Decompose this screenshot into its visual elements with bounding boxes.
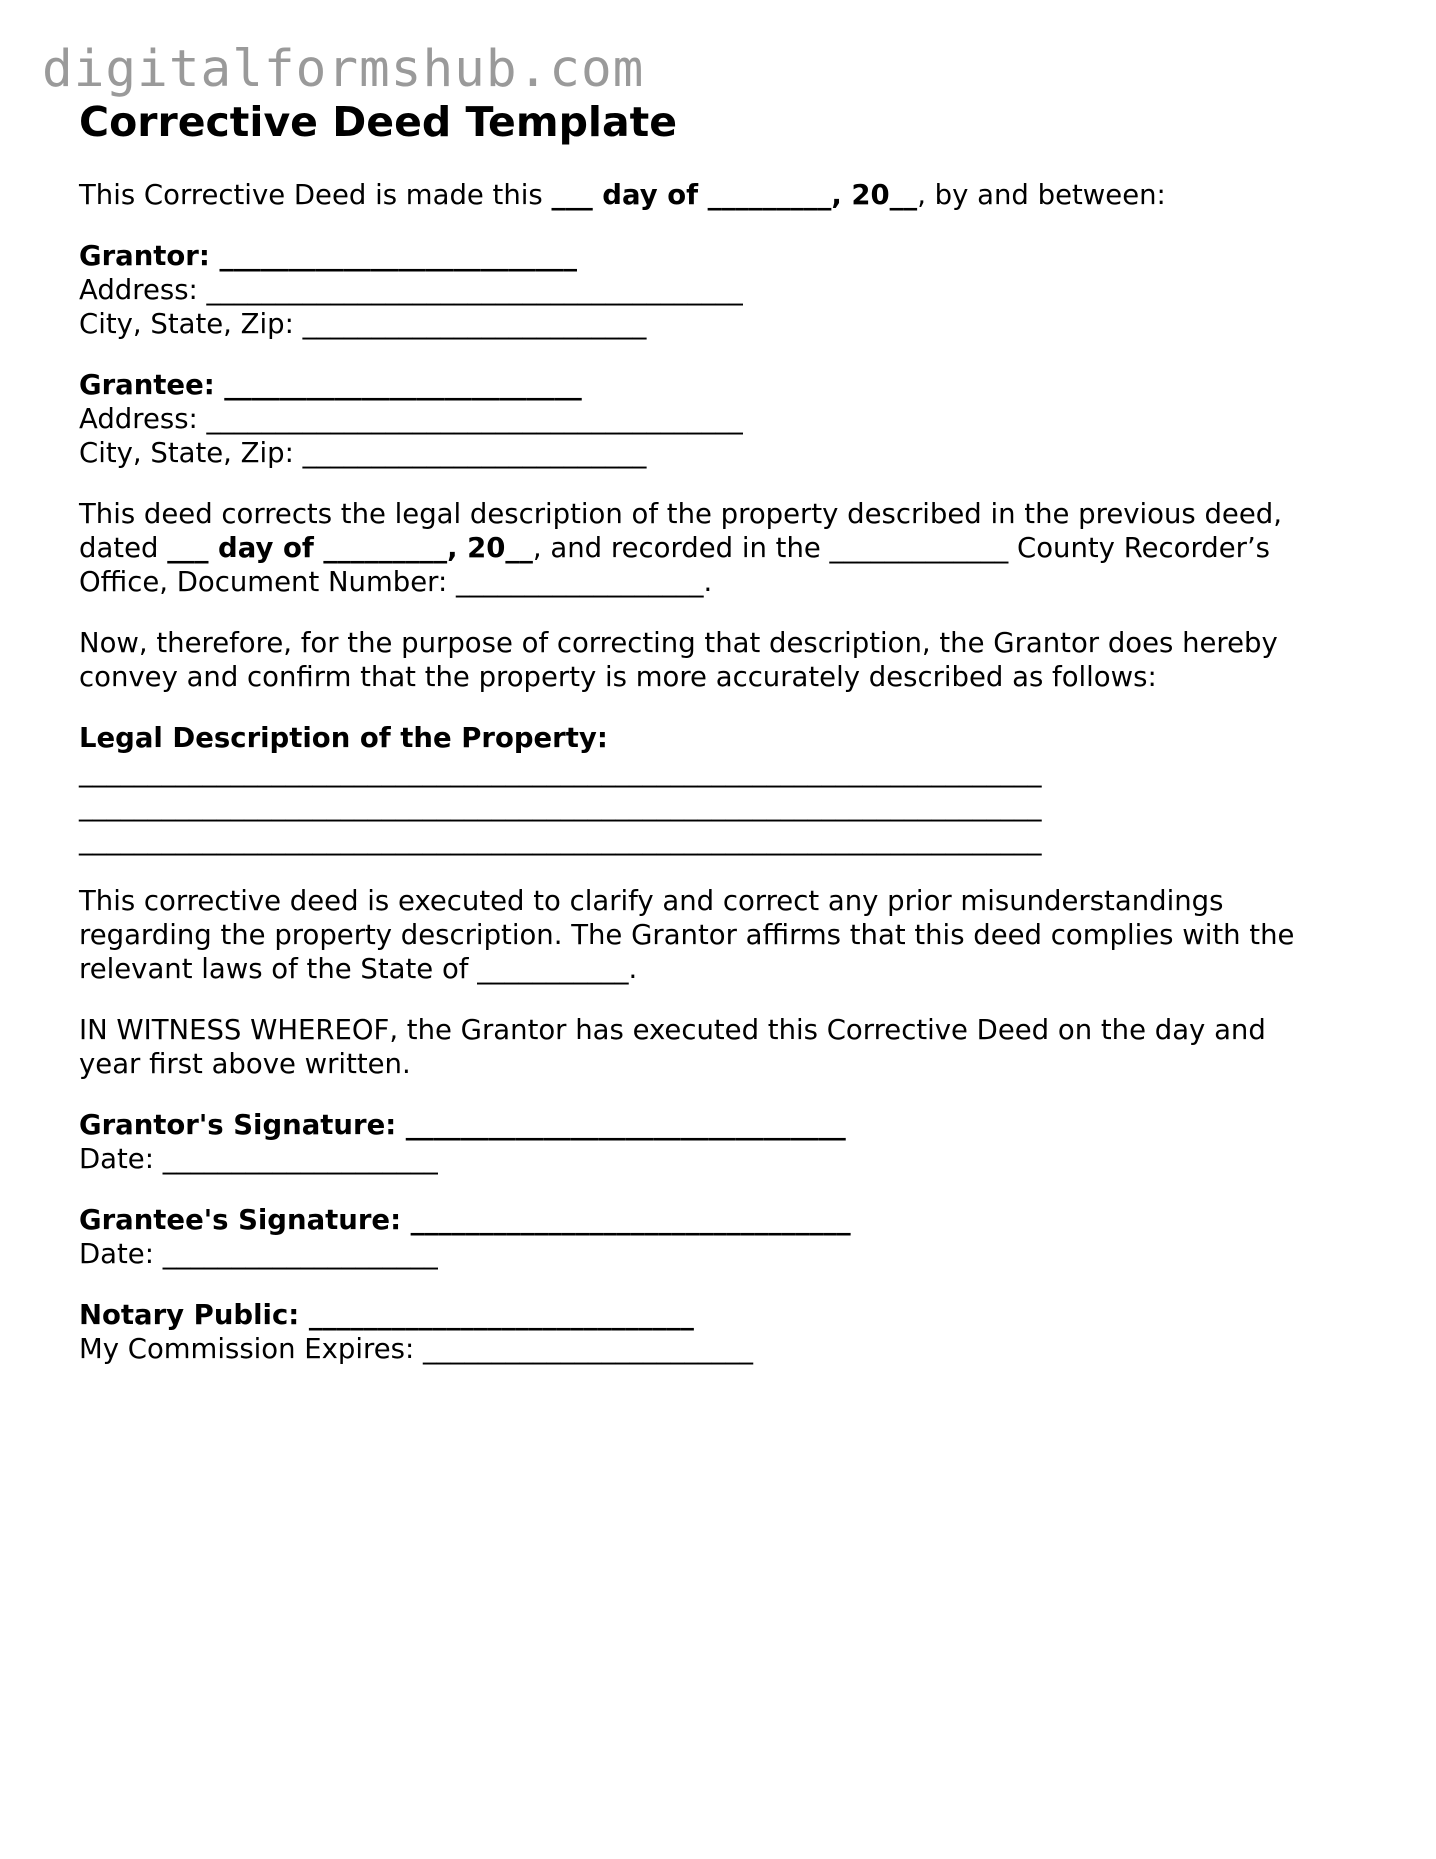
deed-document <box>79 96 1369 1393</box>
intro-text-2: , by and between: <box>917 179 1166 211</box>
purpose-line-1: Now, therefore, for the purpose of correcting that description, the Grantor does hereby <box>79 627 1278 659</box>
prior-deed-date-blank: ___ day of _________, 20__ <box>167 532 533 564</box>
grantor-signature-date: Date: ____________________ <box>79 1143 438 1175</box>
legal-description-line: ______________________________________________________________________ <box>79 790 1042 822</box>
witness-line-1: IN WITNESS WHEREOF, the Grantor has executed this Corrective Deed on the day and <box>79 1014 1266 1046</box>
legal-description-heading: Legal Description of the Property: <box>79 722 608 754</box>
clarify-line-2: regarding the property description. The Grantor affirms that this deed complies with the <box>79 919 1295 951</box>
grantor-label: Grantor: __________________________ <box>79 240 577 272</box>
grantor-signature-label: Grantor's Signature: ________________________________ <box>79 1109 846 1141</box>
legal-description-line: ______________________________________________________________________ <box>79 824 1042 856</box>
intro-paragraph <box>79 178 1369 212</box>
prior-deed-paragraph <box>79 497 1369 599</box>
grantee-signature-label: Grantee's Signature: ________________________________ <box>79 1204 851 1236</box>
grantor-signature-section <box>79 1108 1369 1176</box>
grantee-label: Grantee: __________________________ <box>79 369 582 401</box>
notary-section <box>79 1298 1369 1366</box>
grantor-section <box>79 239 1369 341</box>
grantee-section <box>79 368 1369 470</box>
notary-label: Notary Public: ____________________________ <box>79 1299 694 1331</box>
watermark: digitalformshub.com <box>42 40 645 99</box>
intro-text-1: This Corrective Deed is made this <box>79 179 552 211</box>
witness-line-2: year first above written. <box>79 1048 411 1080</box>
purpose-paragraph <box>79 626 1369 694</box>
prior-deed-line-3: Office, Document Number: __________________. <box>79 566 713 598</box>
clarify-paragraph <box>79 884 1369 986</box>
prior-deed-line-1: This deed corrects the legal description of the property described in the previous deed, <box>79 498 1282 530</box>
grantee-signature-date: Date: ____________________ <box>79 1238 438 1270</box>
grantor-address: Address: _______________________________________ <box>79 274 743 306</box>
witness-paragraph <box>79 1013 1369 1081</box>
clarify-line-3: relevant laws of the State of ___________. <box>79 953 638 985</box>
legal-description-line: ______________________________________________________________________ <box>79 756 1042 788</box>
notary-commission-expires: My Commission Expires: ________________________ <box>79 1333 753 1365</box>
grantee-city-state-zip: City, State, Zip: _________________________ <box>79 437 647 469</box>
intro-date-blank: ___ day of _________, 20__ <box>551 179 918 211</box>
grantor-city-state-zip: City, State, Zip: _________________________ <box>79 308 647 340</box>
grantee-signature-section <box>79 1203 1369 1271</box>
clarify-line-1: This corrective deed is executed to clarify and correct any prior misunderstandings <box>79 885 1224 917</box>
legal-description-section <box>79 721 1369 857</box>
prior-deed-recorded: , and recorded in the _____________ County Recorder’s <box>532 532 1271 564</box>
purpose-line-2: convey and confirm that the property is more accurately described as follows: <box>79 661 1157 693</box>
document-title: Corrective Deed Template <box>79 98 678 146</box>
grantee-address: Address: _______________________________________ <box>79 403 743 435</box>
prior-deed-dated: dated <box>79 532 168 564</box>
